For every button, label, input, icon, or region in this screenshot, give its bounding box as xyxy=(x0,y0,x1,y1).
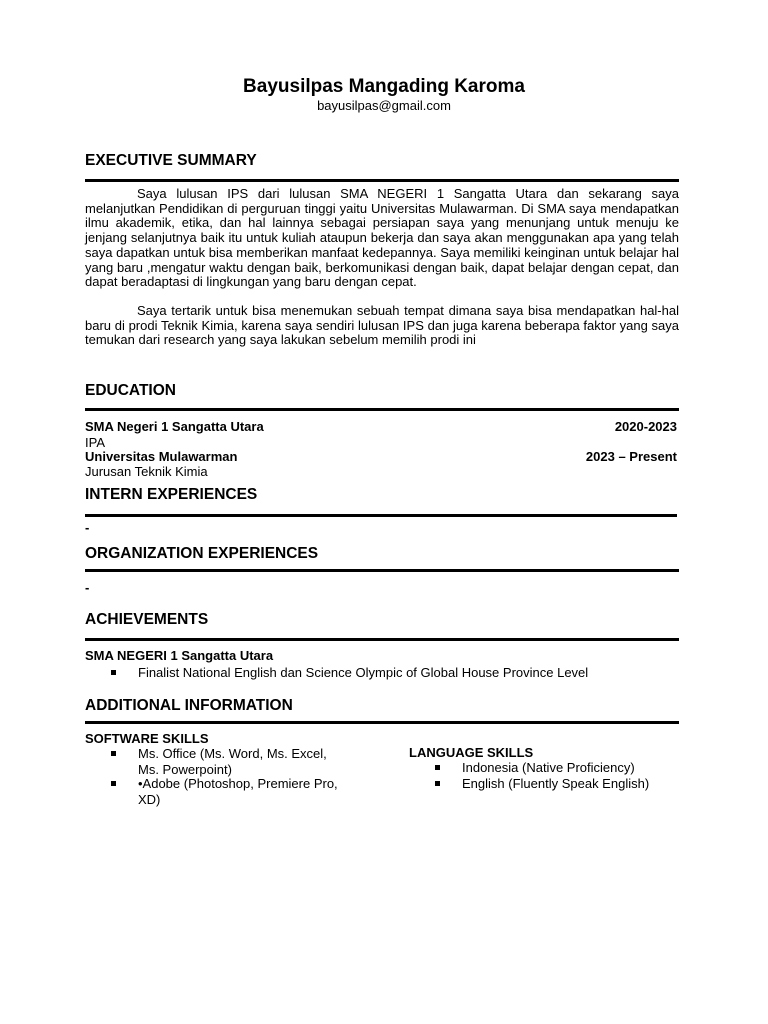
section-divider xyxy=(85,408,679,411)
achievements-heading: ACHIEVEMENTS xyxy=(85,611,209,628)
software-skill-item xyxy=(111,776,371,808)
achievement-text: Finalist National English dan Science Olympic of Global House Province Level xyxy=(138,665,589,680)
section-divider xyxy=(85,721,679,724)
education-school: SMA Negeri 1 Sangatta Utara xyxy=(85,419,264,434)
achievement-school: SMA NEGERI 1 Sangatta Utara xyxy=(85,648,274,663)
language-skills-title: LANGUAGE SKILLS xyxy=(409,745,534,760)
software-skill-line: Ms. Powerpoint) xyxy=(138,762,232,777)
organization-heading: ORGANIZATION EXPERIENCES xyxy=(85,545,319,562)
software-skill-line: XD) xyxy=(138,792,161,807)
language-skill-text: English (Fluently Speak English) xyxy=(462,776,650,791)
summary-paragraph-1 xyxy=(85,187,679,290)
education-period: 2023 – Present xyxy=(585,449,677,464)
executive-summary-heading: EXECUTIVE SUMMARY xyxy=(85,152,257,169)
software-skill-line: Ms. Office (Ms. Word, Ms. Excel, xyxy=(138,746,327,761)
software-skill-item xyxy=(111,746,371,778)
candidate-email: bayusilpas@gmail.com xyxy=(317,98,451,113)
education-school: Universitas Mulawarman xyxy=(85,449,238,464)
section-divider xyxy=(85,514,677,517)
education-period: 2020-2023 xyxy=(614,419,677,434)
language-skill-item xyxy=(435,760,735,776)
organization-content: - xyxy=(85,580,90,595)
additional-heading: ADDITIONAL INFORMATION xyxy=(85,697,293,714)
bullet-square-icon xyxy=(435,765,440,770)
education-detail: IPA xyxy=(85,435,105,450)
section-divider xyxy=(85,569,679,572)
section-divider xyxy=(85,638,679,641)
language-skill-text: Indonesia (Native Proficiency) xyxy=(462,760,635,775)
language-skill-item xyxy=(435,776,735,792)
candidate-name: Bayusilpas Mangading Karoma xyxy=(243,76,525,97)
summary-text-2: Saya tertarik untuk bisa menemukan sebuah tempat dimana saya bisa mendapatkan hal-hal baru di prodi Teknik Kimia, karena saya sendiri lulusan IPS dan juga karena beberapa faktor yang saya temukan dari research yang saya lakukan sebelum memilih prodi ini xyxy=(85,303,679,348)
summary-text-1: Saya lulusan IPS dari lulusan SMA NEGERI 1 Sangatta Utara dan sekarang saya melanjutkan Pendidikan di perguruan tinggi yaitu Universitas Mulawarman. Di SMA saya mendapatkan ilmu akademik, etika, dan hal lainnya sebagai persiapan saya yang menunjang untuk menuju ke jenjang selanjutnya baik itu untuk kuliah ataupun bekerja dan saya akan menggunakan apa yang telah saya dapatkan untuk bisa memberikan manfaat kedepannya. Saya memiliki keinginan untuk belajar hal yang baru ,mengatur waktu dengan baik, berkomunikasi dengan baik, dapat belajar dengan cepat, dan dapat beradaptasi di lingkungan yang baru dengan cepat. xyxy=(85,186,679,290)
bullet-square-icon xyxy=(435,781,440,786)
bullet-square-icon xyxy=(111,751,116,756)
education-detail: Jurusan Teknik Kimia xyxy=(85,464,208,479)
software-skills-title: SOFTWARE SKILLS xyxy=(85,731,209,746)
section-divider xyxy=(85,179,679,182)
intern-content: - xyxy=(85,520,90,535)
summary-paragraph-2 xyxy=(85,304,679,348)
education-heading: EDUCATION xyxy=(85,382,176,399)
intern-heading: INTERN EXPERIENCES xyxy=(85,486,258,503)
software-skill-line: •Adobe (Photoshop, Premiere Pro, xyxy=(138,776,338,791)
bullet-square-icon xyxy=(111,781,116,786)
bullet-square-icon xyxy=(111,670,116,675)
